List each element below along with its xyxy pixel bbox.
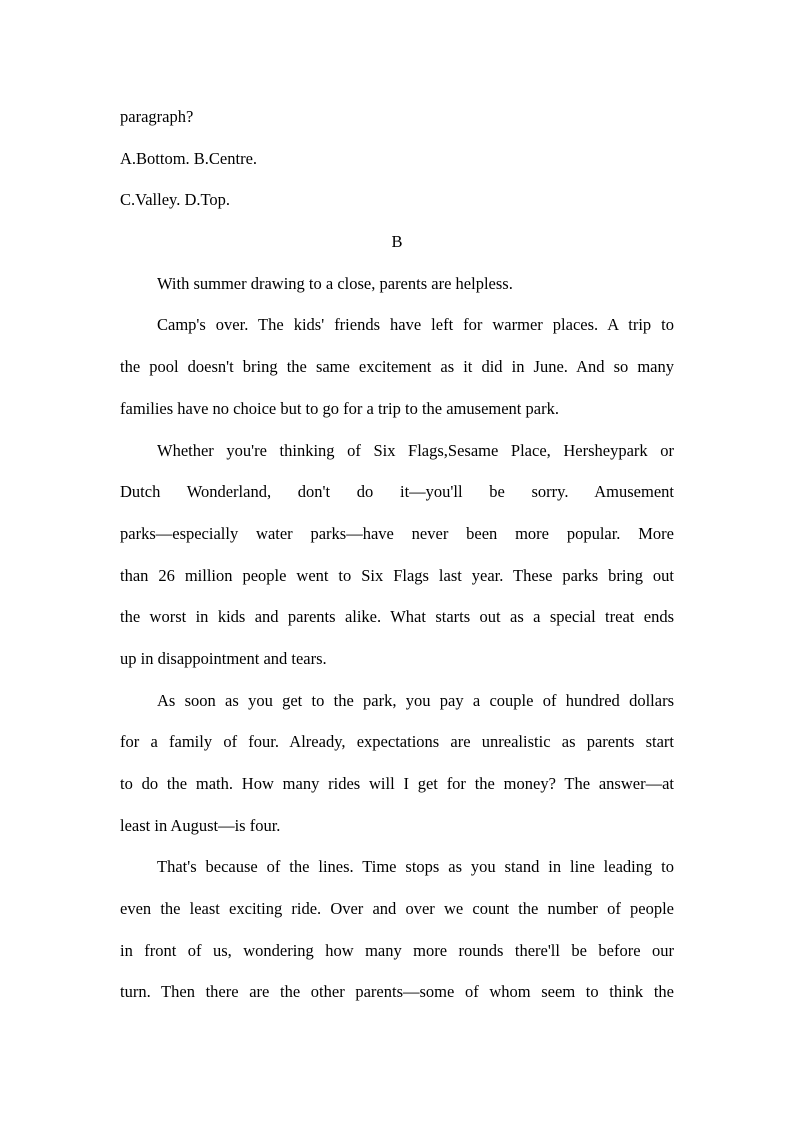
passage-line: As soon as you get to the park, you pay a couple of hundred dollars (157, 690, 674, 710)
section-label: B (391, 232, 403, 252)
passage-line: the worst in kids and parents alike. What starts out as a special treat ends (120, 607, 674, 627)
passage-line: even the least exciting ride. Over and over we count the number of people (120, 899, 674, 919)
answer-options-ab: A.Bottom. B.Centre. (120, 148, 258, 168)
passage-line: than 26 million people went to Six Flags last year. These parks bring out (120, 565, 674, 585)
passage-line: in front of us, wondering how many more rounds there'll be before our (120, 940, 674, 960)
passage-line: for a family of four. Already, expectations are unrealistic as parents start (120, 732, 674, 752)
answer-options-cd: C.Valley. D.Top. (120, 190, 231, 210)
passage-line: Whether you're thinking of Six Flags,Sesame Place, Hersheypark or (157, 440, 674, 460)
passage-line: turn. Then there are the other parents—some of whom seem to think the (120, 982, 674, 1002)
passage-line: the pool doesn't bring the same excitement as it did in June. And so many (120, 357, 674, 377)
passage-line: Camp's over. The kids' friends have left for warmer places. A trip to (157, 315, 674, 335)
passage-line: up in disappointment and tears. (120, 648, 327, 668)
passage-line: With summer drawing to a close, parents are helpless. (157, 273, 513, 293)
passage-line: Dutch Wonderland, don't do it—you'll be sorry. Amusement (120, 482, 674, 502)
passage-line: to do the math. How many rides will I get for the money? The answer—at (120, 774, 674, 793)
passage-line: parks—especially water parks—have never been more popular. More (120, 523, 674, 543)
passage-line: families have no choice but to go for a trip to the amusement park. (120, 398, 559, 418)
document-body (120, 96, 674, 1013)
passage-line: least in August—is four. (120, 815, 281, 835)
passage-line: That's because of the lines. Time stops as you stand in line leading to (157, 857, 674, 877)
question-stem-end: paragraph? (120, 107, 194, 126)
